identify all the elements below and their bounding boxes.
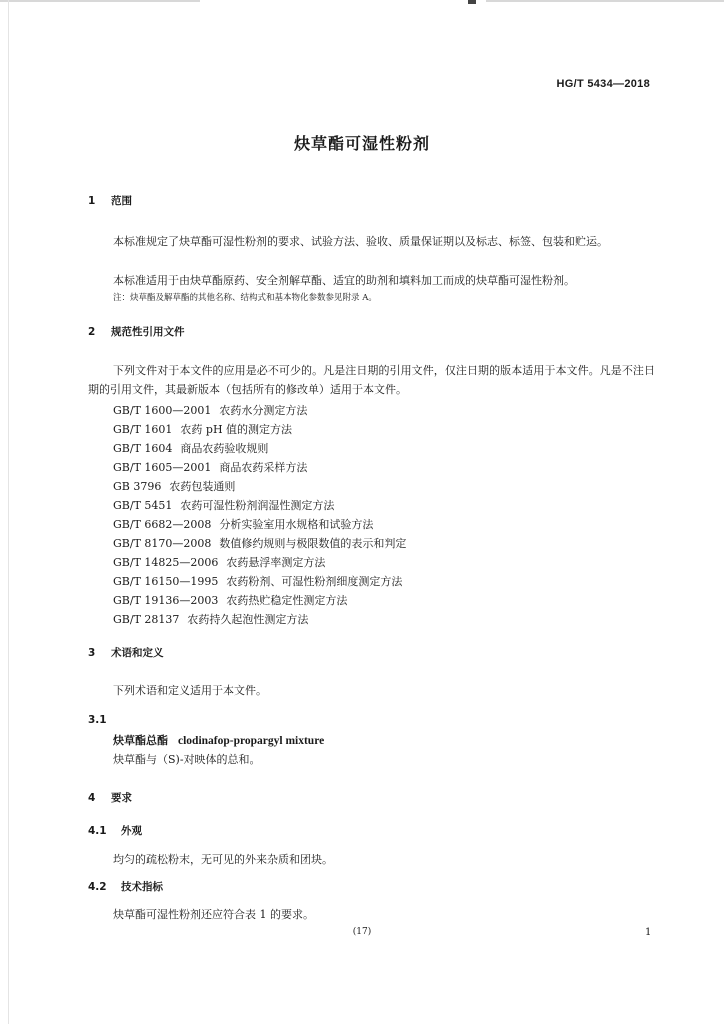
reference-item (113, 403, 307, 419)
subsection-title: 技术指标 (121, 881, 163, 893)
reference-title: 农药 pH 值的测定方法 (180, 423, 293, 436)
document-title: 炔草酯可湿性粉剂 (293, 134, 430, 153)
subsection-3-1-heading (88, 713, 111, 727)
reference-code: GB/T 14825—2006 (113, 556, 219, 569)
reference-title: 分析实验室用水规格和试验方法 (219, 518, 374, 531)
reference-item (113, 498, 334, 514)
section-title: 术语和定义 (111, 647, 164, 659)
subsection-number: 4.1 (88, 825, 107, 837)
reference-item (113, 517, 373, 533)
term-chinese: 炔草酯总酯 (113, 734, 168, 747)
reference-title: 农药热贮稳定性测定方法 (226, 594, 348, 607)
scan-edge-mark (0, 0, 724, 4)
reference-code: GB/T 6682—2008 (113, 518, 212, 531)
appearance-text: 均匀的疏松粉末，无可见的外来杂质和团块。 (113, 853, 333, 866)
reference-code: GB/T 1601 (113, 423, 173, 436)
reference-title: 农药包装通则 (169, 480, 236, 493)
footer-sequence-number: (17) (352, 927, 372, 937)
term-definition: 炔草酯与（S)-对映体的总和。 (113, 753, 261, 766)
reference-item (113, 593, 347, 609)
section-1-paragraph-2: 本标准适用于由炔草酯原药、安全剂解草酯、适宜的助剂和填料加工而成的炔草酯可湿性粉剂。 (113, 274, 575, 287)
reference-title: 数值修约规则与极限数值的表示和判定 (219, 537, 407, 550)
reference-item (113, 536, 406, 552)
reference-title: 农药可湿性粉剂润湿性测定方法 (180, 499, 335, 512)
subsection-number: 4.2 (88, 881, 107, 893)
section-number: 3 (88, 647, 96, 659)
standard-number: HG/T 5434—2018 (556, 78, 650, 90)
reference-item (113, 460, 307, 476)
section-3-heading (88, 646, 164, 660)
reference-item (113, 422, 292, 438)
reference-code: GB 3796 (113, 480, 162, 493)
reference-title: 农药粉剂、可湿性粉剂细度测定方法 (226, 575, 403, 588)
reference-title: 商品农药采样方法 (219, 461, 308, 474)
reference-title: 农药水分测定方法 (219, 404, 308, 417)
term-entry (113, 733, 324, 749)
subsection-4-1-heading (88, 824, 142, 838)
reference-item (113, 612, 308, 628)
reference-item (113, 441, 268, 457)
reference-code: GB/T 5451 (113, 499, 173, 512)
section-1-note: 注：炔草酯及解草酯的其他名称、结构式和基本物化参数参见附录 A。 (113, 293, 377, 303)
section-number: 2 (88, 326, 96, 338)
technical-index-text: 炔草酯可湿性粉剂还应符合表 1 的要求。 (113, 908, 314, 921)
reference-item (113, 555, 325, 571)
scan-tick (468, 0, 476, 4)
reference-code: GB/T 16150—1995 (113, 575, 219, 588)
subsection-4-2-heading (88, 880, 163, 894)
section-number: 4 (88, 792, 96, 804)
reference-title: 商品农药验收规则 (180, 442, 269, 455)
scan-line-left (0, 0, 200, 2)
reference-item (113, 574, 402, 590)
reference-code: GB/T 1604 (113, 442, 173, 455)
section-title: 范围 (111, 195, 132, 207)
reference-title: 农药持久起泡性测定方法 (187, 613, 309, 626)
section-1-heading (88, 194, 132, 208)
section-title: 规范性引用文件 (111, 326, 185, 338)
section-2-heading (88, 325, 185, 339)
subsection-title: 外观 (121, 825, 142, 837)
scan-line-right (486, 0, 724, 2)
section-title: 要求 (111, 792, 132, 804)
section-2-intro: 下列文件对于本文件的应用是必不可少的。凡是注日期的引用文件，仅注日期的版本适用于本文件。凡是不注日期的引用文件，其最新版本（包括所有的修改单）适用于本文件。 (88, 364, 655, 396)
page-number: 1 (645, 927, 652, 938)
section-number: 1 (88, 195, 96, 207)
section-3-intro: 下列术语和定义适用于本文件。 (113, 684, 267, 697)
reference-code: GB/T 19136—2003 (113, 594, 219, 607)
reference-code: GB/T 28137 (113, 613, 180, 626)
reference-title: 农药悬浮率测定方法 (226, 556, 326, 569)
subsection-number: 3.1 (88, 714, 107, 726)
reference-code: GB/T 8170—2008 (113, 537, 212, 550)
reference-code: GB/T 1605—2001 (113, 461, 212, 474)
term-english: clodinafop-propargyl mixture (178, 735, 325, 747)
section-4-heading (88, 791, 132, 805)
reference-code: GB/T 1600—2001 (113, 404, 212, 417)
section-1-paragraph-1: 本标准规定了炔草酯可湿性粉剂的要求、试验方法、验收、质量保证期以及标志、标签、包装和贮运。 (113, 235, 608, 248)
reference-item (113, 479, 235, 495)
